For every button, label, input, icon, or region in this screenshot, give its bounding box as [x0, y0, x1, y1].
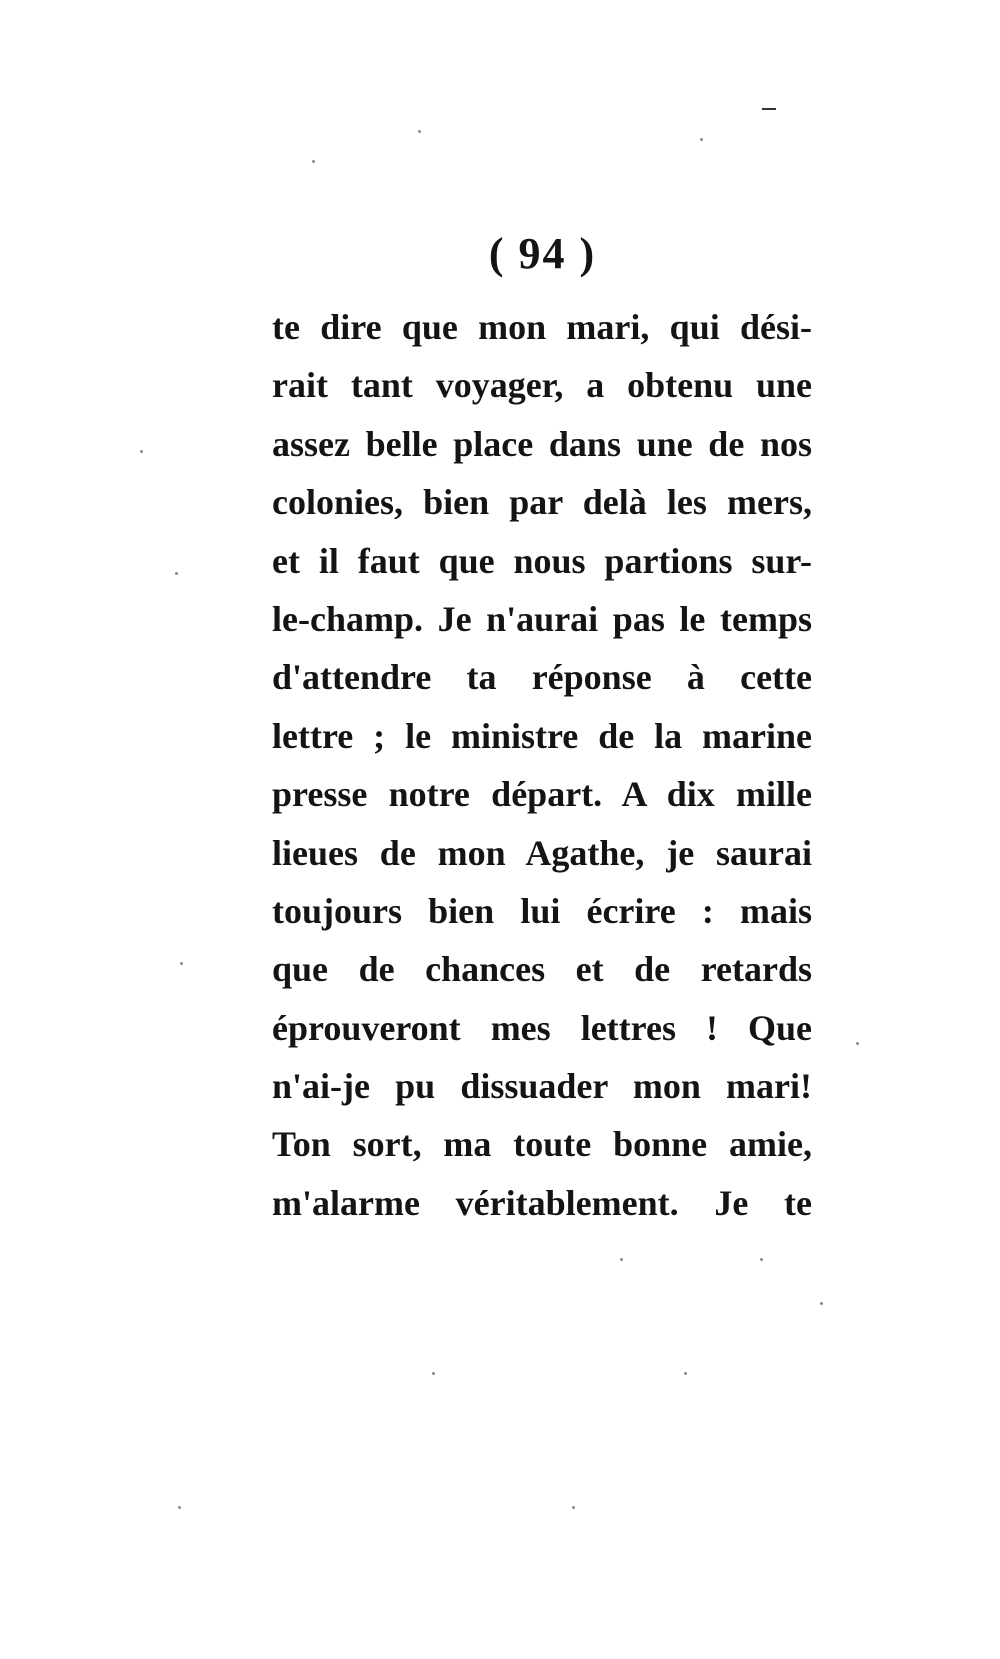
- text-line: n'ai-je pu dissuader mon mari!: [272, 1066, 812, 1107]
- text-line: Ton sort, ma toute bonne amie,: [272, 1124, 812, 1165]
- page-number: ( 94 ): [488, 229, 597, 278]
- text-line: m'alarme véritablement. Je te: [272, 1182, 812, 1223]
- text-line: colonies, bien par delà les mers,: [272, 482, 812, 523]
- scan-speck: [180, 962, 183, 965]
- text-line: d'attendre ta réponse à cette: [272, 657, 812, 698]
- page-text: [272, 298, 812, 1232]
- scan-speck: [140, 450, 143, 453]
- scan-speck: [620, 1258, 623, 1261]
- scan-speck: [856, 1042, 859, 1045]
- text-line: et il faut que nous partions sur-: [272, 540, 812, 581]
- scan-speck: [684, 1372, 687, 1375]
- text-line: rait tant voyager, a obtenu une: [272, 365, 812, 406]
- scan-speck: [572, 1506, 575, 1509]
- scan-speck: [418, 130, 421, 133]
- text-line: éprouveront mes lettres ! Que: [272, 1007, 812, 1048]
- scan-mark: [762, 108, 776, 110]
- text-line: que de chances et de retards: [272, 949, 812, 990]
- scan-speck: [820, 1302, 823, 1305]
- text-line: assez belle place dans une de nos: [272, 423, 812, 464]
- text-line: toujours bien lui écrire : mais: [272, 890, 812, 931]
- scan-speck: [700, 138, 703, 141]
- text-line: lieues de mon Agathe, je saurai: [272, 832, 812, 873]
- text-line: le-champ. Je n'aurai pas le temps: [272, 598, 812, 639]
- text-line: presse notre départ. A dix mille: [272, 774, 812, 815]
- scan-speck: [760, 1258, 763, 1261]
- text-line: lettre ; le ministre de la marine: [272, 715, 812, 756]
- text-line: te dire que mon mari, qui dési-: [272, 307, 812, 347]
- scan-speck: [432, 1372, 435, 1375]
- scan-speck: [175, 572, 178, 575]
- scan-speck: [178, 1506, 181, 1509]
- scan-speck: [312, 160, 315, 163]
